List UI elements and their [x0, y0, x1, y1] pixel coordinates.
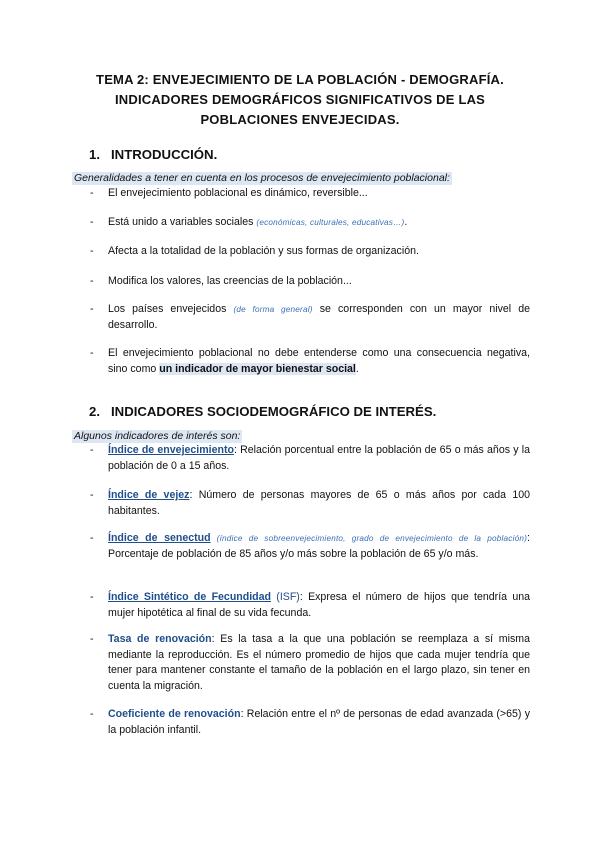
list-item: - Está unido a variables sociales (económicas, culturales, educativas…). [90, 216, 408, 228]
section-2-title: INDICADORES SOCIODEMOGRÁFICO DE INTERÉS. [111, 404, 437, 419]
list-item: - Los países envejecidos (de forma general) se corresponden con un mayor nivel de desarrollo. [90, 303, 530, 331]
indicator-term: Índice de vejez [108, 489, 190, 501]
section-1-highlight: Generalidades a tener en cuenta en los procesos de envejecimiento poblacional: [74, 172, 450, 184]
page-title [40, 70, 560, 130]
list-item: - Índice Sintético de Fecundidad (ISF): Expresa el número de hijos que tendría una mujer hipotética al final de su vida fecunda. [90, 591, 531, 619]
title-line-3: POBLACIONES ENVEJECIDAS. [200, 112, 400, 127]
indicator-term: Índice de envejecimiento [108, 444, 234, 456]
inline-note: (índice de sobreenvejecimiento, grado de envejecimiento de la población) [210, 534, 528, 543]
list-item: - Modifica los valores, las creencias de la población... [90, 275, 352, 287]
section-2-highlight: Algunos indicadores de interés son: [74, 430, 241, 442]
section-2-number: 2. [89, 404, 100, 419]
inline-note: (económicas, culturales, educativas…) [256, 218, 405, 227]
indicator-abbr: (ISF) [271, 591, 300, 603]
indicator-term: Índice Sintético de Fecundidad [108, 591, 272, 603]
section-1-heading [89, 147, 217, 162]
list-item: - Afecta a la totalidad de la población y sus formas de organización. [90, 245, 419, 257]
title-line-2: INDICADORES DEMOGRÁFICOS SIGNIFICATIVOS DE LAS [114, 92, 486, 107]
list-item: - Índice de vejez: Número de personas mayores de 65 o más años por cada 100 habitantes. [90, 489, 530, 517]
inline-note: (de forma general) [233, 305, 313, 314]
indicator-term: Tasa de renovación [108, 633, 212, 645]
section-1-title: INTRODUCCIÓN. [111, 147, 218, 162]
list-item: - Coeficiente de renovación: Relación entre el nº de personas de edad avanzada (>65) y la población infantil. [90, 708, 530, 736]
list-item: - Índice de senectud (índice de sobreenvejecimiento, grado de envejecimiento de la población): Porcentaje de población de 85 años y/o más sobre la población de 65 y/o más. [90, 532, 530, 560]
list-item: - El envejecimiento poblacional no debe entenderse como una consecuencia negativa, sino como un indicador de mayor bienestar social. [90, 347, 530, 375]
list-item: - El envejecimiento poblacional es dinámico, reversible... [90, 187, 368, 199]
emphasized-text: un indicador de mayor bienestar social [159, 362, 356, 375]
indicator-term: Índice de senectud [108, 532, 211, 544]
section-1-number: 1. [89, 147, 100, 162]
list-item: - Índice de envejecimiento: Relación porcentual entre la población de 65 o más años y la población de 0 a 15 años. [90, 444, 530, 472]
section-2-heading [89, 404, 436, 419]
title-line-1: TEMA 2: ENVEJECIMIENTO DE LA POBLACIÓN - DEMOGRAFÍA. [96, 72, 504, 87]
indicator-term: Coeficiente de renovación [108, 708, 241, 720]
list-item: - Tasa de renovación: Es la tasa a la que una población se reemplaza a sí misma mediante la reproducción. Es el número promedio de hijos que cada mujer tendría que tener para mantener constante el tamaño de la población en el largo plazo, sin tener en cuenta la migración. [90, 633, 530, 692]
